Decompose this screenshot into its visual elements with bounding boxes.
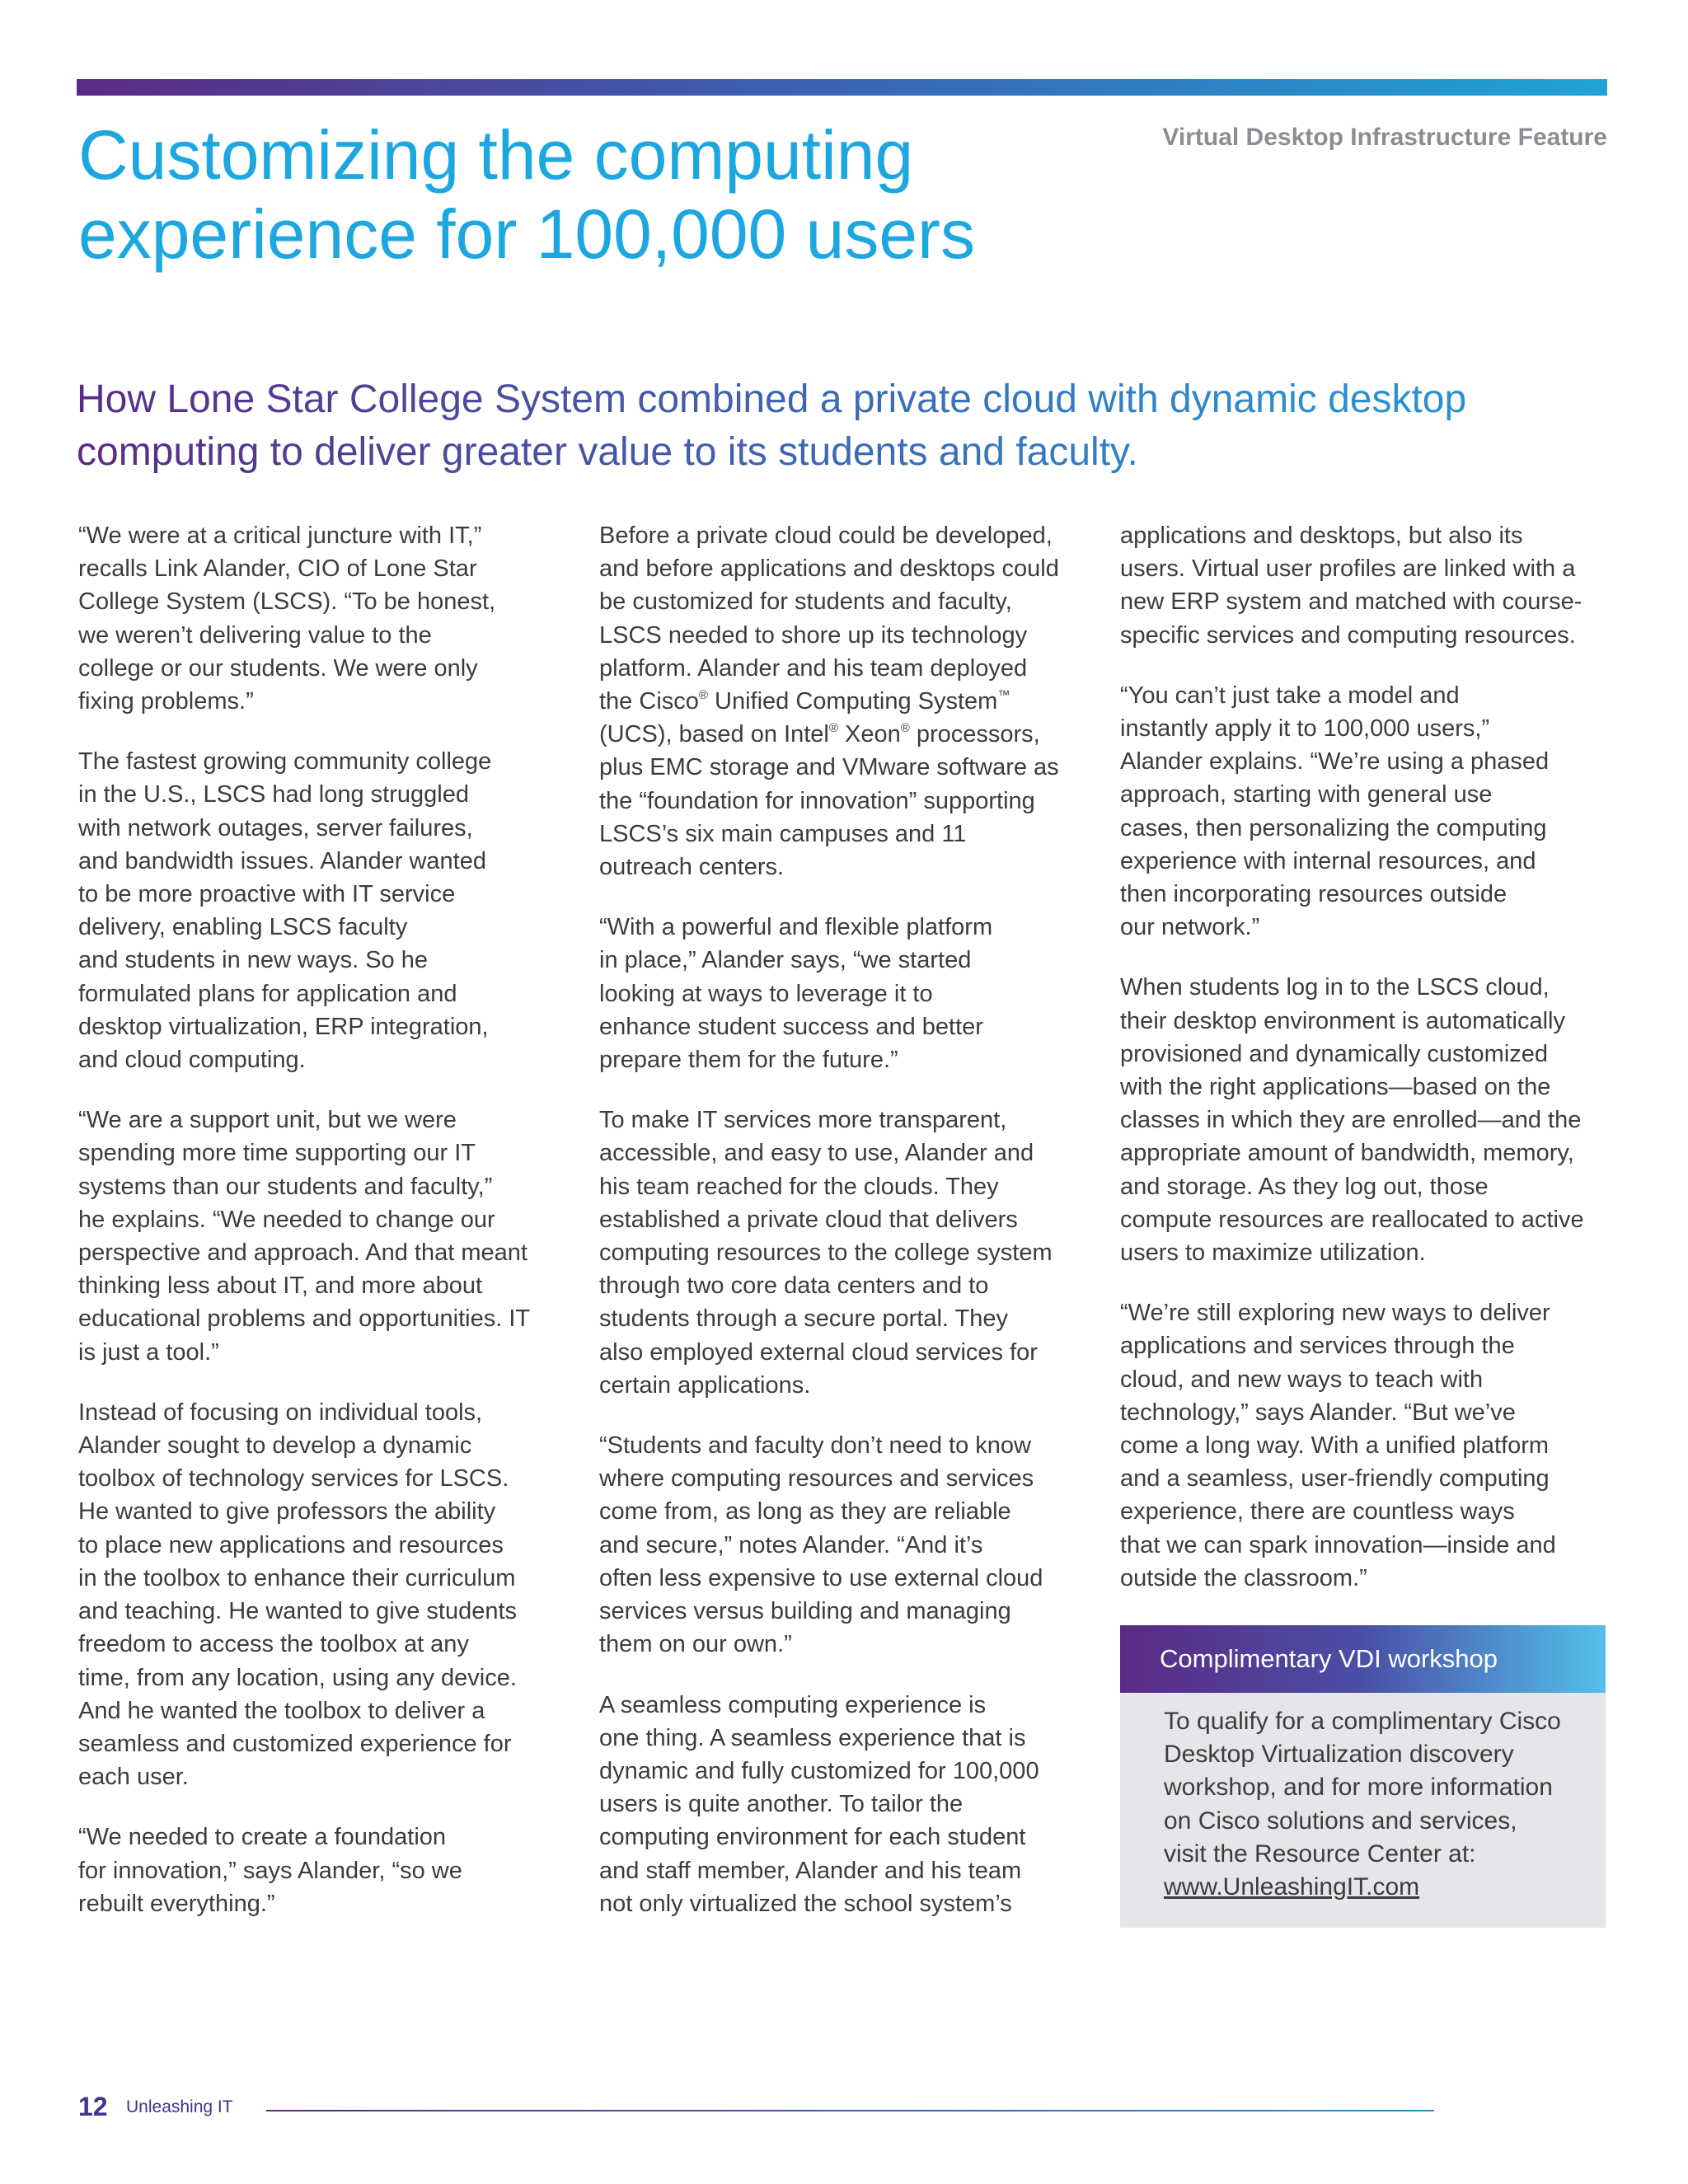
text-line: to be more proactive with IT service	[78, 881, 456, 908]
page-subtitle-line: computing to deliver greater value to its students and faculty.	[77, 430, 1138, 474]
text-line: his team reached for the clouds. They	[599, 1173, 999, 1200]
text-line: for innovation,” says Alander, “so we	[78, 1857, 462, 1884]
paragraph	[599, 519, 1085, 883]
text-line: time, from any location, using any device.	[78, 1664, 517, 1691]
text-line: and storage. As they log out, those	[1120, 1173, 1489, 1200]
text-line: their desktop environment is automatically	[1120, 1007, 1565, 1034]
paragraph	[1120, 519, 1611, 652]
text-line: and teaching. He wanted to give students	[78, 1598, 518, 1625]
text-line: applications and services through the	[1120, 1333, 1515, 1360]
text-line: applications and desktops, but also its	[1120, 523, 1523, 549]
text-line: cloud, and new ways to teach with	[1120, 1366, 1484, 1393]
resource-center-link[interactable]: www.UnleashingIT.com	[1164, 1873, 1420, 1901]
text-line: college or our students. We were only	[78, 654, 478, 682]
text-line: with the right applications—based on the	[1120, 1074, 1551, 1101]
text-line: computing environment for each student	[599, 1824, 1026, 1851]
paragraph	[78, 1104, 565, 1369]
paragraph	[1120, 971, 1611, 1269]
text-line: formulated plans for application and	[78, 980, 457, 1007]
text-line: that we can spark innovation—inside and	[1120, 1531, 1556, 1558]
text-line: established a private cloud that delivers	[599, 1206, 1018, 1233]
text-line: and secure,” notes Alander. “And it’s	[599, 1531, 983, 1558]
text-line: systems than our students and faculty,”	[78, 1173, 493, 1200]
text-line: workshop, and for more information	[1164, 1774, 1553, 1802]
text-line: often less expensive to use external cloud	[599, 1564, 1043, 1591]
text-line: classes in which they are enrolled—and the	[1120, 1107, 1582, 1134]
text-line: toolbox of technology services for LSCS.	[78, 1465, 509, 1493]
text-line: When students log in to the LSCS cloud,	[1120, 974, 1550, 1001]
paragraph	[78, 519, 565, 718]
page-title-line: Customizing the computing	[78, 116, 914, 194]
paragraph	[1120, 1296, 1611, 1595]
text-line: “We were at a critical juncture with IT,”	[78, 523, 482, 549]
text-line: delivery, enabling LSCS faculty	[78, 914, 408, 941]
page-title	[78, 115, 1150, 274]
text-line: visit the Resource Center at:	[1164, 1840, 1476, 1868]
text-line: The fastest growing community college	[78, 748, 492, 776]
top-gradient-bar	[77, 79, 1607, 96]
paragraph	[1120, 679, 1611, 944]
publication-name: Unleashing IT	[126, 2097, 233, 2116]
text-line: “We’re still exploring new ways to deliver	[1120, 1300, 1550, 1327]
cisco-logo-icon	[1451, 2011, 1607, 2110]
text-line: computing resources to the college system	[599, 1240, 1053, 1267]
trademark-mark: ™	[997, 688, 1010, 703]
paragraph	[599, 1689, 1085, 1920]
text-line: with network outages, server failures,	[78, 814, 473, 841]
text-fragment: the Cisco	[599, 688, 699, 715]
text-line: be customized for students and faculty,	[599, 588, 1012, 616]
text-line: LSCS needed to shore up its technology	[599, 621, 1028, 649]
text-line: compute resources are reallocated to active	[1120, 1206, 1584, 1233]
text-line: outreach centers.	[599, 854, 785, 881]
text-fragment: Xeon	[837, 721, 901, 748]
text-line: And he wanted the toolbox to deliver a	[78, 1697, 485, 1724]
text-fragment: (UCS), based on Intel	[599, 721, 829, 748]
text-line: looking at ways to leverage it to	[599, 980, 933, 1007]
text-line: in place,” Alander says, “we started	[599, 947, 972, 974]
text-line: fixing problems.”	[78, 688, 254, 715]
text-line: enhance student success and better	[599, 1013, 983, 1040]
text-line: he explains. “We needed to change our	[78, 1206, 495, 1233]
paragraph	[78, 745, 565, 1076]
callout-header: Complimentary VDI workshop	[1120, 1625, 1606, 1693]
text-line: experience, there are countless ways	[1120, 1498, 1515, 1526]
text-line: A seamless computing experience is	[599, 1691, 987, 1718]
text-line: thinking less about IT, and more about	[78, 1272, 483, 1300]
text-line: Instead of focusing on individual tools,	[78, 1399, 483, 1426]
text-line: College System (LSCS). “To be honest,	[78, 588, 496, 616]
text-line: Alander explains. “We’re using a phased	[1120, 748, 1550, 776]
text-line: desktop virtualization, ERP integration,	[78, 1013, 489, 1040]
text-line: accessible, and easy to use, Alander and	[599, 1140, 1034, 1167]
callout-body	[1120, 1693, 1606, 1904]
text-line: them on our own.”	[599, 1631, 792, 1658]
page-subtitle	[77, 373, 1610, 479]
text-line: spending more time supporting our IT	[78, 1140, 476, 1167]
text-line: specific services and computing resources.	[1120, 621, 1576, 649]
text-line: certain applications.	[599, 1371, 811, 1399]
text-line: To make IT services more transparent,	[599, 1107, 1007, 1134]
text-line: cases, then personalizing the computing	[1120, 814, 1547, 841]
text-line: dynamic and fully customized for 100,000	[599, 1757, 1039, 1784]
paragraph	[599, 1104, 1085, 1402]
text-line: educational problems and opportunities. IT	[78, 1305, 531, 1333]
text-fragment: Unified Computing System	[707, 688, 998, 715]
text-line: users. Virtual user profiles are linked with a	[1120, 555, 1576, 583]
paragraph	[78, 1396, 565, 1793]
page-subtitle-line: How Lone Star College System combined a private cloud with dynamic desktop	[77, 377, 1467, 421]
footer-rule	[266, 2110, 1434, 2111]
text-line: and before applications and desktops could	[599, 555, 1059, 583]
paragraph	[599, 911, 1085, 1076]
body-column-2	[599, 519, 1085, 1947]
text-line: come a long way. With a unified platform	[1120, 1432, 1550, 1460]
text-line: users to maximize utilization.	[1120, 1240, 1426, 1267]
text-line: each user.	[78, 1764, 189, 1791]
text-line: and bandwidth issues. Alander wanted	[78, 847, 486, 874]
text-line: the “foundation for innovation” supporting	[599, 787, 1035, 814]
registered-mark: ®	[900, 721, 910, 736]
text-line: “You can’t just take a model and	[1120, 682, 1460, 709]
text-line: users is quite another. To tailor the	[599, 1791, 964, 1818]
page-number: 12	[78, 2092, 108, 2121]
text-line: He wanted to give professors the ability	[78, 1498, 496, 1526]
text-line: “We are a support unit, but we were	[78, 1107, 457, 1134]
text-line: freedom to access the toolbox at any	[78, 1631, 469, 1658]
text-line: new ERP system and matched with course-	[1120, 588, 1582, 616]
text-line: plus EMC storage and VMware software as	[599, 754, 1059, 781]
text-line: our network.”	[1120, 914, 1260, 941]
text-line: rebuilt everything.”	[78, 1890, 275, 1917]
text-line: “With a powerful and flexible platform	[599, 914, 993, 941]
text-line: and cloud computing.	[78, 1047, 306, 1074]
text-line: Desktop Virtualization discovery	[1164, 1741, 1514, 1769]
vdi-workshop-callout	[1120, 1625, 1606, 1928]
text-line: and staff member, Alander and his team	[599, 1857, 1022, 1884]
text-line: To qualify for a complimentary Cisco	[1164, 1708, 1561, 1735]
text-line: technology,” says Alander. “But we’ve	[1120, 1399, 1516, 1426]
text-line: recalls Link Alander, CIO of Lone Star	[78, 555, 477, 583]
paragraph	[78, 1821, 565, 1920]
body-column-1	[78, 519, 565, 1947]
text-line: seamless and customized experience for	[78, 1730, 512, 1757]
body-column-3	[1120, 519, 1611, 1622]
text-line: also employed external cloud services for	[599, 1338, 1038, 1366]
text-line: come from, as long as they are reliable	[599, 1498, 1011, 1526]
text-line: and a seamless, user-friendly computing	[1120, 1465, 1550, 1493]
text-line: prepare them for the future.”	[599, 1047, 898, 1074]
paragraph	[599, 1429, 1085, 1661]
text-line: where computing resources and services	[599, 1465, 1034, 1493]
text-line: through two core data centers and to	[599, 1272, 989, 1300]
text-line: and students in new ways. So he	[78, 947, 428, 974]
text-line: one thing. A seamless experience that is	[599, 1724, 1026, 1751]
text-line: perspective and approach. And that meant	[78, 1240, 528, 1267]
text-line: instantly apply it to 100,000 users,”	[1120, 715, 1490, 743]
text-line: outside the classroom.”	[1120, 1564, 1367, 1591]
text-line: in the U.S., LSCS had long struggled	[78, 781, 469, 808]
page-title-line: experience for 100,000 users	[78, 195, 976, 273]
text-line: is just a tool.”	[78, 1338, 219, 1366]
text-line: appropriate amount of bandwidth, memory,	[1120, 1140, 1574, 1167]
text-line: Before a private cloud could be developed,	[599, 523, 1053, 549]
text-line: provisioned and dynamically customized	[1120, 1040, 1549, 1067]
text-line: Alander sought to develop a dynamic	[78, 1432, 472, 1460]
text-line: services versus building and managing	[599, 1598, 1011, 1625]
text-line: approach, starting with general use	[1120, 781, 1493, 808]
registered-mark: ®	[828, 721, 838, 736]
text-line: to place new applications and resources	[78, 1531, 504, 1558]
text-line: in the toolbox to enhance their curriculum	[78, 1564, 516, 1591]
text-line: students through a secure portal. They	[599, 1305, 1008, 1333]
text-line: we weren’t delivering value to the	[78, 621, 432, 649]
text-line: then incorporating resources outside	[1120, 881, 1507, 908]
text-line: not only virtualized the school system’s	[599, 1890, 1012, 1917]
text-line: experience with internal resources, and	[1120, 847, 1536, 874]
registered-mark: ®	[698, 688, 708, 703]
text-line	[599, 718, 1085, 751]
text-line: on Cisco solutions and services,	[1164, 1807, 1517, 1835]
feature-label: Virtual Desktop Infrastructure Feature	[1162, 124, 1607, 151]
text-line: “Students and faculty don’t need to know	[599, 1432, 1031, 1460]
text-line	[599, 685, 1085, 718]
text-line: “We needed to create a foundation	[78, 1824, 447, 1851]
text-line: LSCS’s six main campuses and 11	[599, 820, 967, 847]
text-fragment: processors,	[909, 721, 1040, 748]
text-line: platform. Alander and his team deployed	[599, 654, 1028, 682]
